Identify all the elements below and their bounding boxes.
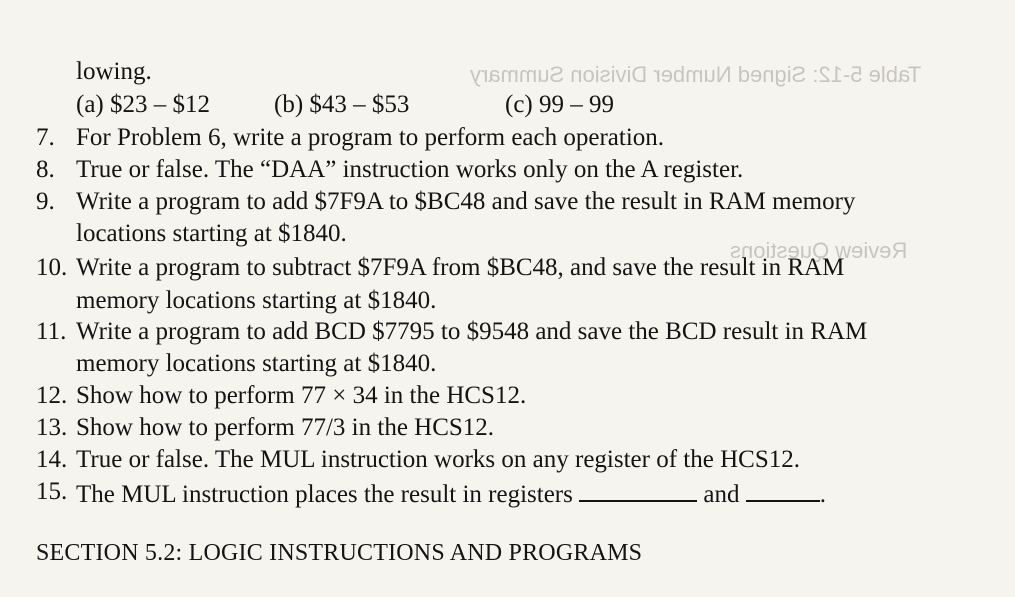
part-c: (c) 99 – 99 <box>505 91 614 118</box>
problem-14-number: 14. <box>36 446 68 473</box>
problem-14-text: True or false. The MUL instruction works on any register of the HCS12. <box>76 446 800 473</box>
part-a: (a) $23 – $12 <box>76 91 210 118</box>
problem-12-number: 12. <box>36 382 68 409</box>
problem-10-number: 10. <box>36 254 68 281</box>
problem-10-text-line1: Write a program to subtract $7F9A from $BC48, and save the result in RAM <box>76 254 845 281</box>
problem-7-text: For Problem 6, write a program to perform each operation. <box>76 124 665 151</box>
problem-10-text-line2: memory locations starting at $1840. <box>76 287 437 314</box>
problem-13-text: Show how to perform 77/3 in the HCS12. <box>76 414 495 441</box>
problem-11-text-line1: Write a program to add BCD $7795 to $9548 and save the BCD result in RAM <box>76 318 868 345</box>
bleed-through-text: Table 5-12: Signed Number Division Summary <box>470 62 922 87</box>
problem-11-number: 11. <box>36 318 67 345</box>
intro-text: lowing. <box>76 58 152 85</box>
problem-15-number: 15. <box>36 478 68 505</box>
section-heading: SECTION 5.2: LOGIC INSTRUCTIONS AND PROGRAMS <box>36 540 643 566</box>
problem-11-text-line2: memory locations starting at $1840. <box>76 350 437 377</box>
problem-12-text: Show how to perform 77 × 34 in the HCS12. <box>76 382 527 409</box>
problem-15-prefix: The MUL instruction places the result in registers <box>76 481 573 508</box>
answer-blank-1 <box>579 478 697 502</box>
problem-15-and: and <box>703 481 740 508</box>
problem-15-period: . <box>819 481 826 508</box>
bleed-through-text: Review Questions <box>730 238 908 263</box>
problem-9-text-line1: Write a program to add $7F9A to $BC48 and save the result in RAM memory <box>76 188 856 215</box>
part-b: (b) $43 – $53 <box>274 91 410 118</box>
answer-blank-2 <box>746 478 820 502</box>
problem-15-text <box>76 478 826 509</box>
problem-9-number: 9. <box>36 188 55 215</box>
problem-9-text-line2: locations starting at $1840. <box>76 220 347 247</box>
problem-8-number: 8. <box>36 156 55 183</box>
problem-7-number: 7. <box>36 124 55 151</box>
problem-13-number: 13. <box>36 414 68 441</box>
problem-8-text: True or false. The “DAA” instruction works only on the A register. <box>76 156 744 183</box>
